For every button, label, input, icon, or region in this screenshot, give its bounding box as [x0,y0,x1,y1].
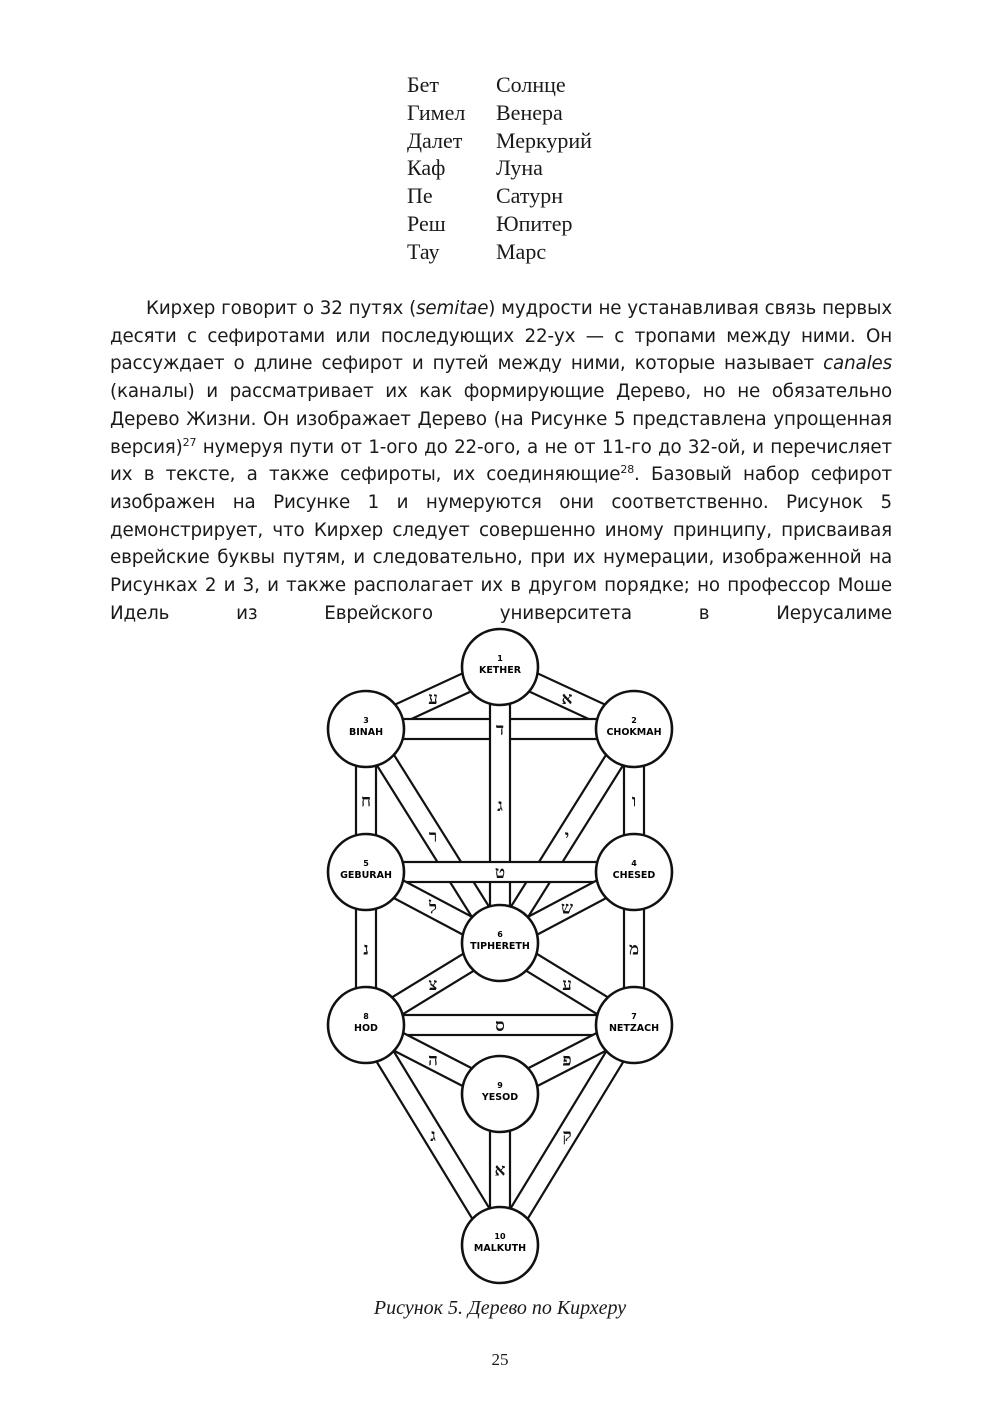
footnote-ref[interactable]: 28 [620,463,635,477]
hebrew-path-letter: ל [429,898,437,919]
sefirah-number: 6 [497,930,503,939]
text-run: 1 и нумеруются они соответственно. Рисунок 5 демонстрирует, что Кирхер следует [110,491,892,541]
sefirah-binah [328,691,404,767]
sefirah-chokmah [596,691,672,767]
hebrew-letter-name: Каф [407,155,446,181]
text-run: (каналы) и рассматривает их как формирующие Дерево, но не обязательно Дерево [110,381,892,430]
hebrew-path-letter: ג [497,796,503,816]
body-paragraph [110,295,892,627]
hebrew-path-letter: ו [631,791,637,812]
paragraph-text [110,295,892,627]
planet-name: Юпитер [496,210,573,236]
planet-name: Солнце [496,72,566,97]
hebrew-path-letter: ד [495,720,505,740]
hebrew-letter-name: Пе [407,183,433,209]
letter-planet-table [407,71,592,266]
sefirah-kether [462,629,538,705]
hebrew-path-letter: פ [562,1050,572,1071]
sefirah-name: KETHER [478,665,522,676]
sefirah-chesed [596,834,672,910]
tree-diagram [300,622,700,1292]
hebrew-path-letter: ר [428,827,438,847]
sefirah-name: YESOD [481,1092,519,1103]
planet-name: Марс [496,238,547,264]
hebrew-letter-name: Далет [407,127,463,153]
sefirah-number: 1 [497,654,503,663]
sefirah-tiphereth [462,905,538,981]
sefirah-name: TIPHERETH [470,941,530,952]
sefirah-name: NETZACH [608,1023,660,1034]
table-row [407,182,592,210]
table-row [407,154,592,182]
sefirah-name: BINAH [348,727,384,738]
text-run: при их нумерации, изображенной на Рисунках 2 и 3, и также располагает их в другом [110,547,893,597]
table-row [407,71,592,99]
table-row [407,238,592,266]
table-row [407,210,592,238]
hebrew-path-letter: ג [430,1126,436,1146]
sefirah-number: 8 [363,1012,369,1021]
footnote-ref[interactable]: 27 [182,435,197,449]
italic-term: canales [823,353,892,375]
text-run: рассуждает о длине сефирот и путей между ними, которые называет [110,353,824,375]
hebrew-letter-name: Гимел [407,99,466,125]
sefirah-malkuth [462,1207,538,1283]
sefirah-name: CHOKMAH [606,727,662,738]
hebrew-path-letter: ט [494,863,506,883]
text-run: также сефироты, их соединяющие [268,464,621,486]
sefirah-number: 7 [631,1012,637,1021]
sefirah-geburah [328,834,404,910]
page-number: 25 [491,1350,509,1369]
hebrew-path-letter: צ [428,975,438,995]
hebrew-path-letter: א [494,1160,506,1181]
hebrew-path-letter: ה [428,1050,438,1071]
text-run: ) мудрости не устанавливая связь первых [488,298,893,319]
hebrew-letter-name: Реш [407,210,446,236]
hebrew-letter-name: Тау [407,238,440,264]
sefirah-number: 2 [631,716,637,725]
hebrew-path-letter: מ [628,939,640,960]
sefirah-netzach [596,987,672,1063]
sefirah-name: CHESED [612,870,656,881]
text-run: порядке; но профессор Моше Идель из Еврейского университета в Иерусалиме [110,575,892,624]
hebrew-path-letter: י [564,827,570,847]
sefirah-number: 5 [363,859,369,868]
hebrew-path-letter: א [561,689,573,709]
sefirah-number: 9 [497,1081,503,1090]
text-run: нумеруя пути от 1-ого до 22-ого, а не от 11-го до 32-ой, и перечисляет их в тексте, а [110,436,892,486]
sefirah-number: 4 [631,859,637,868]
sefirah-number: 10 [494,1232,506,1241]
sefirah-name: MALKUTH [473,1243,527,1254]
hebrew-path-letter: נ [363,939,369,960]
tree-of-life-figure [300,622,700,1297]
figure-caption: Рисунок 5. Дерево по Кирхеру [373,1297,627,1319]
planet-name: Луна [496,155,543,181]
sefirah-number: 3 [363,716,369,725]
hebrew-letter-name: Бет [407,72,440,97]
hebrew-path-letter: ש [560,898,574,919]
text-run: Жизни. Он изображает Дерево (на Рисунке 5 представлена упрощенная версия) [110,408,892,458]
sefirah-yesod [462,1056,538,1132]
sefirah-name: HOD [354,1023,378,1034]
planet-name: Меркурий [496,127,592,153]
planet-name: Сатурн [496,183,563,209]
text-run: совершенно иному принципу, присваивая еврейские буквы путям, и следовательно, [110,519,892,569]
hebrew-path-letter: ח [360,791,372,812]
text-run: десяти с сефиротами или последующих 22-ух — с тропами между ними. Он [110,325,892,347]
text-run: Кирхер говорит о 32 путях ( [146,298,417,319]
hebrew-path-letter: ע [562,975,572,995]
planet-name: Венера [496,99,563,125]
table-row [407,127,592,155]
table-row [407,99,592,127]
hebrew-path-letter: ע [428,689,438,709]
sefirah-hod [328,987,404,1063]
italic-term: semitae [416,298,489,319]
hebrew-path-letter: ק [562,1126,572,1146]
hebrew-path-letter: ס [495,1016,505,1036]
sefirah-name: GEBURAH [340,870,392,881]
text-run: . Базовый набор сефирот изображен на Рисунке [110,464,892,513]
